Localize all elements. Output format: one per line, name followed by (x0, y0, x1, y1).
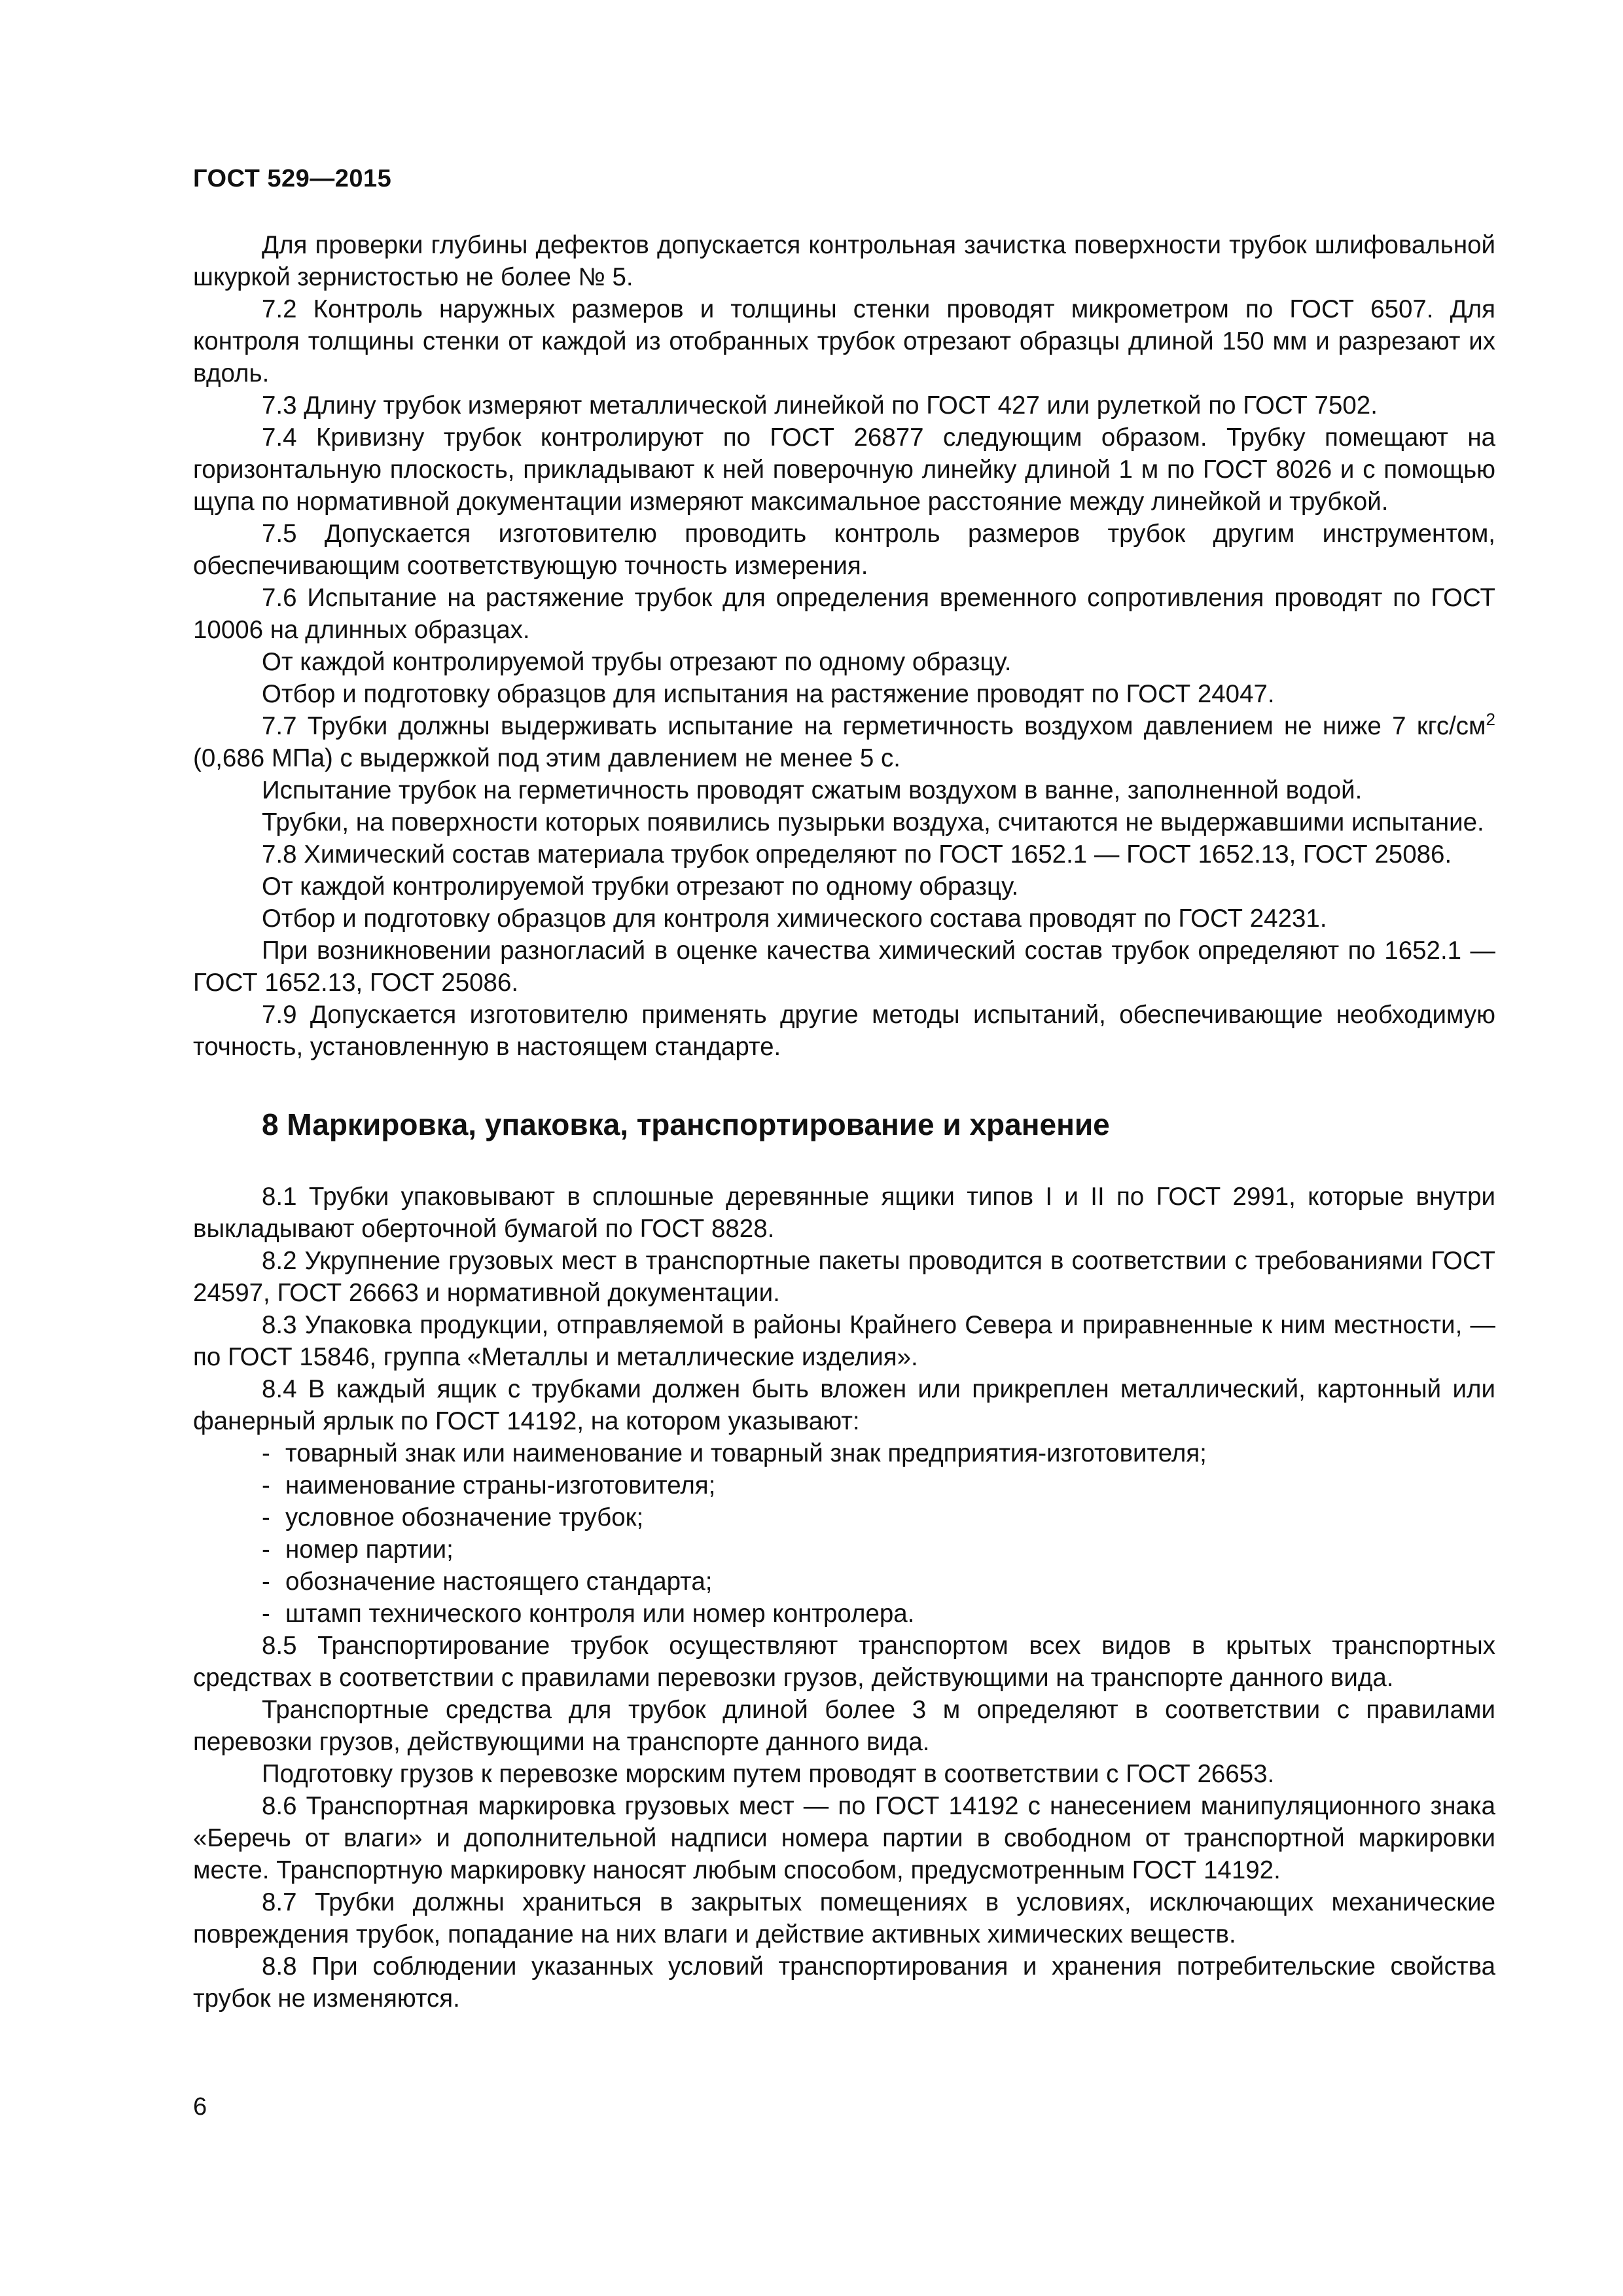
document-header: ГОСТ 529—2015 (193, 165, 392, 192)
paragraph-8-8: 8.8 При соблюдении указанных условий транспортирования и хранения потребительские свойства трубок не изменяются. (193, 1952, 1495, 2013)
list-item-text: обозначение настоящего стандарта; (285, 1568, 713, 1596)
list-dash: - (262, 1535, 270, 1564)
paragraph-7-5: 7.5 Допускается изготовителю проводить контроль размеров трубок другим инструментом, обеспечивающим соответствующую точность измерения. (193, 520, 1495, 580)
paragraph-8-2: 8.2 Укрупнение грузовых мест в транспортные пакеты проводится в соответствии с требованиями ГОСТ 24597, ГОСТ 26663 и нормативной документации. (193, 1247, 1495, 1307)
list-item (193, 1501, 1495, 1534)
paragraph-7-9: 7.9 Допускается изготовителю применять другие методы испытаний, обеспечивающие необходимую точность, установленную в настоящем стандарте. (193, 1001, 1495, 1061)
paragraph-8-6: 8.6 Транспортная маркировка грузовых мест — по ГОСТ 14192 с нанесением манипуляционного знака «Беречь от влаги» и дополнительной надписи номера партии в свободном от транспортной маркировки месте. Транспортную маркировку наносят любым способом, предусмотренным ГОСТ 14192. (193, 1792, 1495, 1884)
paragraph: Отбор и подготовку образцов для контроля химического состава проводят по ГОСТ 24231. (262, 905, 1327, 933)
list-dash: - (262, 1471, 270, 1499)
superscript: 2 (1486, 709, 1495, 729)
paragraph: При возникновении разногласий в оценке качества химический состав трубок определяют по 1652.1 — ГОСТ 1652.13, ГОСТ 25086. (193, 937, 1495, 997)
paragraph-8-1: 8.1 Трубки упаковывают в сплошные деревянные ящики типов I и II по ГОСТ 2991, которые внутри выкладывают оберточной бумагой по ГОСТ 8828. (193, 1183, 1495, 1243)
paragraph: Транспортные средства для трубок длиной более 3 м определяют в соответствии с правилами перевозки грузов, действующими на транспорте данного вида. (193, 1696, 1495, 1756)
paragraph-text: 7.7 Трубки должны выдерживать испытание на герметичность воздухом давлением не ниже 7 кгс/см (262, 712, 1486, 740)
page-number: 6 (193, 2093, 207, 2121)
paragraph-7-4: 7.4 Кривизну трубок контролируют по ГОСТ 26877 следующим образом. Трубку помещают на горизонтальную плоскость, прикладывают к ней поверочную линейку длиной 1 м по ГОСТ 8026 и с помощью щупа по нормативной документации измеряют максимальное расстояние между линейкой и трубкой. (193, 423, 1495, 516)
list-dash: - (262, 1503, 270, 1532)
list-dash: - (262, 1600, 270, 1628)
paragraph: Подготовку грузов к перевозке морским путем проводят в соответствии с ГОСТ 26653. (262, 1760, 1275, 1788)
list-item (193, 1469, 1495, 1501)
list-item (193, 1598, 1495, 1630)
section-heading: 8 Маркировка, упаковка, транспортирование и хранение (262, 1107, 1110, 1141)
paragraph-8-7: 8.7 Трубки должны храниться в закрытых помещениях в условиях, исключающих механические повреждения трубок, попадание на них влаги и действие активных химических веществ. (193, 1888, 1495, 1948)
list-item-text: условное обозначение трубок; (285, 1503, 644, 1532)
paragraph: Трубки, на поверхности которых появились пузырьки воздуха, считаются не выдержавшими испытание. (262, 808, 1484, 836)
document-body (193, 229, 1495, 2015)
paragraph-8-5: 8.5 Транспортирование трубок осуществляют транспортом всех видов в крытых транспортных средствах в соответствии с правилами перевозки грузов, действующими на транспорте данного вида. (193, 1632, 1495, 1692)
paragraph-7-6: 7.6 Испытание на растяжение трубок для определения временного сопротивления проводят по ГОСТ 10006 на длинных образцах. (193, 584, 1495, 644)
list-item-text: штамп технического контроля или номер контролера. (285, 1600, 915, 1628)
paragraph-7-8: 7.8 Химический состав материала трубок определяют по ГОСТ 1652.1 — ГОСТ 1652.13, ГОСТ 25086. (262, 840, 1452, 869)
paragraph-7-3: 7.3 Длину трубок измеряют металлической линейкой по ГОСТ 427 или рулеткой по ГОСТ 7502. (262, 391, 1378, 420)
paragraph-7-2: 7.2 Контроль наружных размеров и толщины стенки проводят микрометром по ГОСТ 6507. Для контроля толщины стенки от каждой из отобранных трубок отрезают образцы длиной 150 мм и разрезают их вдоль. (193, 295, 1495, 387)
paragraph-8-3: 8.3 Упаковка продукции, отправляемой в районы Крайнего Севера и приравненные к ним местности, — по ГОСТ 15846, группа «Металлы и металлические изделия». (193, 1311, 1495, 1371)
list-dash: - (262, 1439, 270, 1467)
paragraph-8-4: 8.4 В каждый ящик с трубками должен быть вложен или прикреплен металлический, картонный или фанерный ярлык по ГОСТ 14192, на котором указывают: (193, 1375, 1495, 1435)
paragraph: Отбор и подготовку образцов для испытания на растяжение проводят по ГОСТ 24047. (262, 680, 1275, 708)
list-item (193, 1437, 1495, 1469)
paragraph: От каждой контролируемой трубы отрезают по одному образцу. (262, 648, 1012, 676)
paragraph: Испытание трубок на герметичность проводят сжатым воздухом в ванне, заполненной водой. (262, 776, 1363, 804)
list-item-text: товарный знак или наименование и товарный знак предприятия-изготовителя; (285, 1439, 1207, 1467)
list-item (193, 1566, 1495, 1598)
list-item-text: номер партии; (285, 1535, 454, 1564)
paragraph: От каждой контролируемой трубки отрезают по одному образцу. (262, 872, 1019, 901)
list-item-text: наименование страны-изготовителя; (285, 1471, 716, 1499)
paragraph-text: (0,686 МПа) с выдержкой под этим давлением не менее 5 с. (193, 744, 901, 772)
paragraph: Для проверки глубины дефектов допускается контрольная зачистка поверхности трубок шлифовальной шкуркой зернистостью не более № 5. (193, 231, 1495, 291)
list-item (193, 1534, 1495, 1566)
list-dash: - (262, 1568, 270, 1596)
paragraph-7-7 (193, 710, 1495, 774)
